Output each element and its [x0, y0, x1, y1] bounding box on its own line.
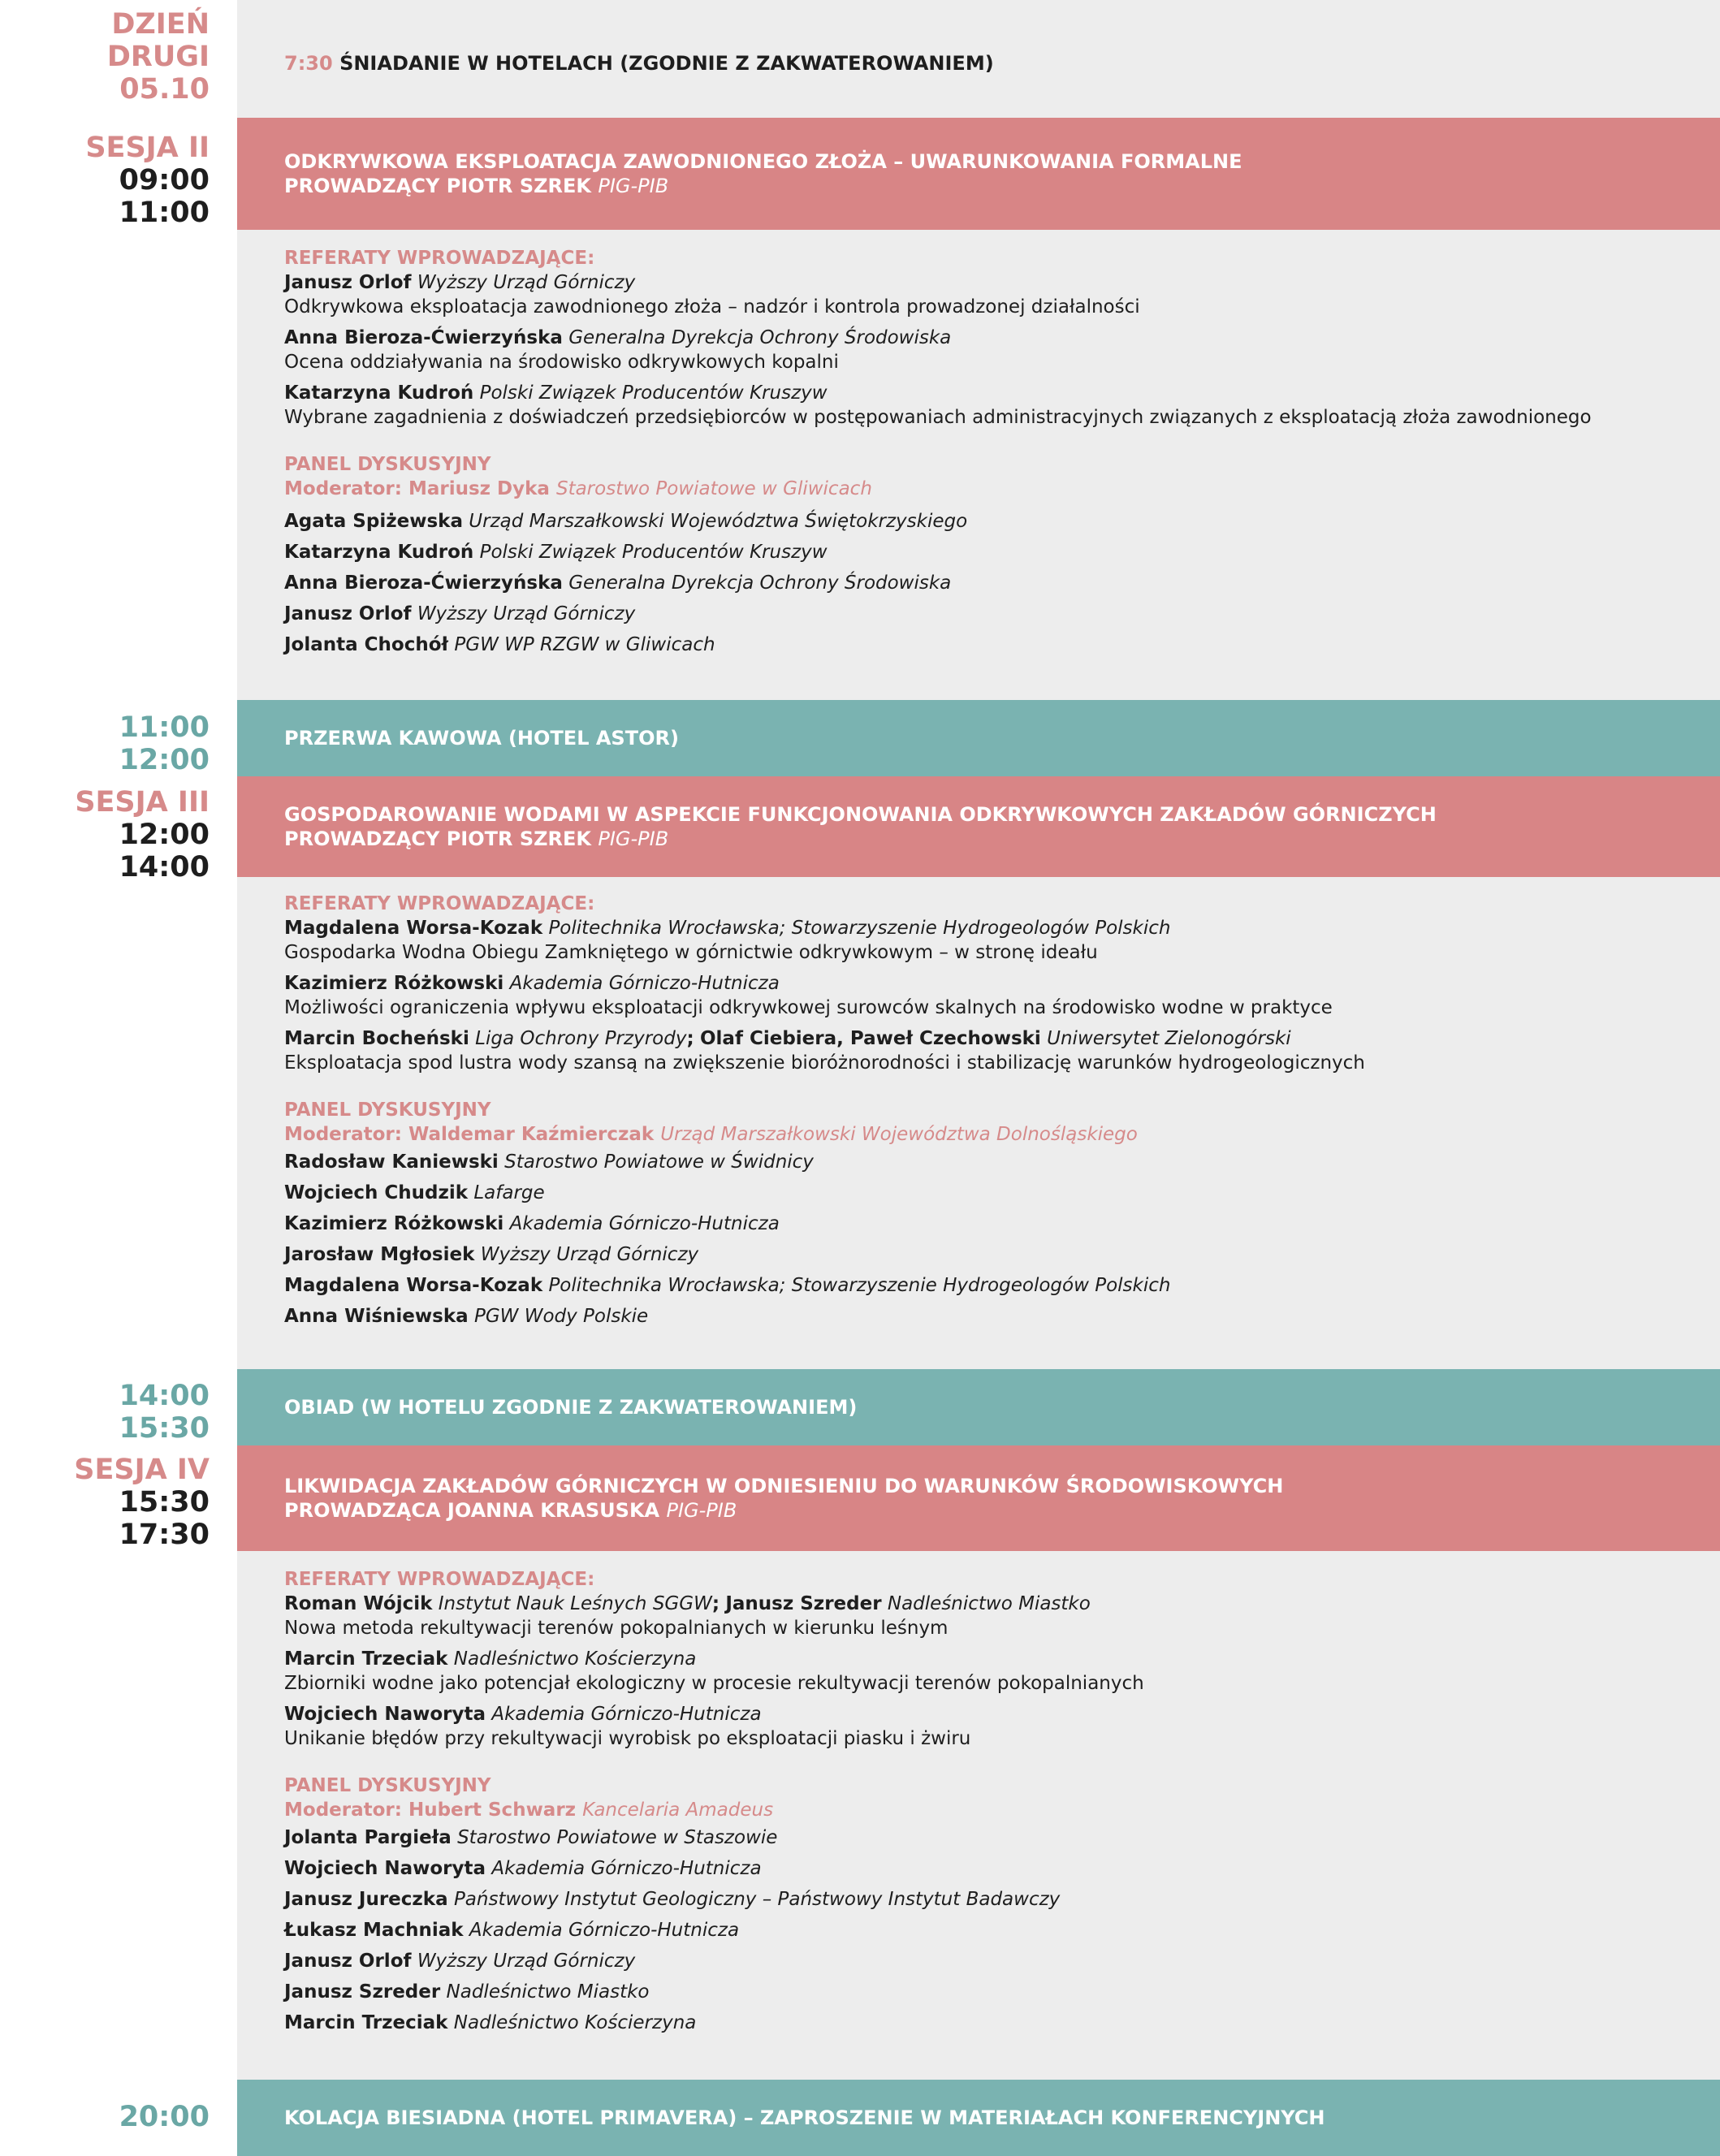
session-4-lead: PROWADZĄCA JOANNA KRASUSKA PIG-PIB	[284, 1499, 737, 1522]
dinner-text: KOLACJA BIESIADNA (HOTEL PRIMAVERA) – ZAPROSZENIE W MATERIAŁACH KONFERENCYJNYCH	[284, 2106, 1325, 2129]
session-3-panel-heading: PANEL DYSKUSYJNY	[284, 1100, 491, 1121]
session-3-panelist: Jarosław Mgłosiek Wyższy Urząd Górniczy	[284, 1244, 699, 1265]
session-4-start: 15:30	[119, 1486, 210, 1519]
session-2-ref-speaker: Anna Bieroza-Ćwierzyńska Generalna Dyrekcja Ochrony Środowiska	[284, 327, 952, 348]
session-2-label	[0, 132, 210, 229]
session-2-end: 11:00	[119, 197, 210, 229]
coffee-time	[0, 711, 210, 776]
session-4-end: 17:30	[119, 1519, 210, 1551]
session-2-title: ODKRYWKOWA EKSPLOATACJA ZAWODNIONEGO ZŁOŻA – UWARUNKOWANIA FORMALNE	[284, 150, 1242, 173]
session-2-moderator: Moderator: Mariusz Dyka Starostwo Powiatowe w Gliwicach	[284, 478, 872, 499]
session-2-panelist: Agata Spiżewska Urząd Marszałkowski Województwa Świętokrzyskiego	[284, 511, 968, 532]
session-3-name: SESJA III	[75, 786, 210, 819]
session-3-header	[237, 776, 1720, 877]
lunch-text: OBIAD (W HOTELU ZGODNIE Z ZAKWATEROWANIEM)	[284, 1396, 858, 1419]
session-4-content	[284, 1567, 1697, 2038]
session-4-panelist: Janusz Orlof Wyższy Urząd Górniczy	[284, 1951, 636, 1972]
session-3-ref-title: Gospodarka Wodna Obiegu Zamkniętego w górnictwie odkrywkowym – w stronę ideału	[284, 942, 1098, 963]
session-4-panelist: Janusz Jureczka Państwowy Instytut Geologiczny – Państwowy Instytut Badawczy	[284, 1889, 1061, 1910]
breakfast-text: ŚNIADANIE W HOTELACH (ZGODNIE Z ZAKWATEROWANIEM)	[339, 52, 994, 75]
session-4-header	[237, 1445, 1720, 1551]
session-2-ref-speaker: Janusz Orlof Wyższy Urząd Górniczy	[284, 272, 636, 293]
session-2-ref-title: Ocena oddziaływania na środowisko odkrywkowych kopalni	[284, 352, 839, 373]
session-3-end: 14:00	[119, 851, 210, 884]
session-4-ref-speaker: Wojciech Naworyta Akademia Górniczo-Hutnicza	[284, 1704, 762, 1725]
coffee-break-bar	[237, 700, 1720, 776]
session-3-ref-title: Możliwości ograniczenia wpływu eksploatacji odkrywkowej surowców skalnych na środowisko wodne w praktyce	[284, 997, 1333, 1018]
session-3-ref-speaker: Kazimierz Różkowski Akademia Górniczo-Hutnicza	[284, 973, 780, 994]
session-4-panelist: Jolanta Pargieła Starostwo Powiatowe w Staszowie	[284, 1827, 778, 1848]
session-3-panelist: Kazimierz Różkowski Akademia Górniczo-Hutnicza	[284, 1213, 780, 1234]
day-line2: DRUGI	[106, 41, 210, 73]
dinner-time: 20:00	[119, 2101, 210, 2133]
day-date: 05.10	[119, 73, 210, 106]
session-2-start: 09:00	[119, 164, 210, 197]
coffee-text: PRZERWA KAWOWA (HOTEL ASTOR)	[284, 727, 679, 750]
session-4-ref-heading: REFERATY WPROWADZAJĄCE:	[284, 1569, 595, 1590]
session-3-title: GOSPODAROWANIE WODAMI W ASPEKCIE FUNKCJONOWANIA ODKRYWKOWYCH ZAKŁADÓW GÓRNICZYCH	[284, 803, 1437, 826]
session-3-panelist: Anna Wiśniewska PGW Wody Polskie	[284, 1306, 649, 1327]
breakfast-time: 7:30	[284, 52, 333, 75]
session-3-moderator: Moderator: Waldemar Kaźmierczak Urząd Marszałkowski Województwa Dolnośląskiego	[284, 1124, 1138, 1145]
session-4-name: SESJA IV	[74, 1454, 210, 1486]
session-4-panel-heading: PANEL DYSKUSYJNY	[284, 1775, 491, 1796]
session-4-ref-speaker: Roman Wójcik Instytut Nauk Leśnych SGGW; Janusz Szreder Nadleśnictwo Miastko	[284, 1593, 1091, 1614]
lunch-start: 14:00	[119, 1380, 210, 1412]
session-2-panelist: Janusz Orlof Wyższy Urząd Górniczy	[284, 603, 636, 624]
session-4-ref-title: Zbiorniki wodne jako potencjał ekologiczny w procesie rekultywacji terenów pokopalnianych	[284, 1673, 1144, 1694]
session-2-ref-title: Odkrywkowa eksploatacja zawodnionego złoża – nadzór i kontrola prowadzonej działalności	[284, 296, 1140, 318]
session-3-ref-title: Eksploatacja spod lustra wody szansą na zwiększenie bioróżnorodności i stabilizację warunków hydrogeologicznych	[284, 1052, 1365, 1074]
session-3-label	[0, 786, 210, 884]
session-3-start: 12:00	[119, 819, 210, 851]
lunch-end: 15:30	[119, 1412, 210, 1445]
session-4-moderator: Moderator: Hubert Schwarz Kancelaria Amadeus	[284, 1800, 774, 1821]
session-3-ref-speaker: Magdalena Worsa-Kozak Politechnika Wrocławska; Stowarzyszenie Hydrogeologów Polskich	[284, 918, 1171, 939]
session-2-ref-speaker: Katarzyna Kudroń Polski Związek Producentów Kruszyw	[284, 382, 828, 404]
session-4-title: LIKWIDACJA ZAKŁADÓW GÓRNICZYCH W ODNIESIENIU DO WARUNKÓW ŚRODOWISKOWYCH	[284, 1475, 1284, 1497]
session-3-panelist: Radosław Kaniewski Starostwo Powiatowe w Świdnicy	[284, 1151, 814, 1173]
session-4-panelist: Marcin Trzeciak Nadleśnictwo Kościerzyna	[284, 2012, 697, 2033]
session-2-panel-heading: PANEL DYSKUSYJNY	[284, 454, 491, 475]
day-label	[0, 8, 210, 106]
coffee-end: 12:00	[119, 744, 210, 776]
session-3-ref-heading: REFERATY WPROWADZAJĄCE:	[284, 893, 595, 914]
session-3-content	[284, 892, 1697, 1332]
session-4-label	[0, 1454, 210, 1551]
session-4-ref-speaker: Marcin Trzeciak Nadleśnictwo Kościerzyna	[284, 1648, 697, 1670]
session-4-ref-title: Unikanie błędów przy rekultywacji wyrobisk po eksploatacji piasku i żwiru	[284, 1728, 971, 1749]
session-4-ref-title: Nowa metoda rekultywacji terenów pokopalnianych w kierunku leśnym	[284, 1618, 949, 1639]
dinner-time-block	[0, 2101, 210, 2133]
lunch-bar	[237, 1369, 1720, 1445]
session-3-lead: PROWADZĄCY PIOTR SZREK PIG-PIB	[284, 827, 669, 850]
day-line1: DZIEŃ	[111, 8, 210, 41]
session-2-header	[237, 118, 1720, 230]
session-2-panelist: Jolanta Chochół PGW WP RZGW w Gliwicach	[284, 634, 715, 655]
session-3-panelist: Magdalena Worsa-Kozak Politechnika Wrocławska; Stowarzyszenie Hydrogeologów Polskich	[284, 1275, 1171, 1296]
session-4-panelist: Janusz Szreder Nadleśnictwo Miastko	[284, 1981, 650, 2003]
session-4-panelist: Łukasz Machniak Akademia Górniczo-Hutnicza	[284, 1920, 740, 1941]
session-4-panelist: Wojciech Naworyta Akademia Górniczo-Hutnicza	[284, 1858, 762, 1879]
session-2-name: SESJA II	[85, 132, 210, 164]
session-2-lead: PROWADZĄCY PIOTR SZREK PIG-PIB	[284, 175, 669, 197]
session-2-ref-heading: REFERATY WPROWADZAJĄCE:	[284, 248, 595, 269]
session-2-content	[284, 246, 1697, 660]
session-2-panelist: Anna Bieroza-Ćwierzyńska Generalna Dyrekcja Ochrony Środowiska	[284, 572, 952, 594]
session-3-panelist: Wojciech Chudzik Lafarge	[284, 1182, 545, 1203]
session-2-panelist: Katarzyna Kudroń Polski Związek Producentów Kruszyw	[284, 542, 828, 563]
lunch-time	[0, 1380, 210, 1445]
dinner-bar	[237, 2080, 1720, 2156]
breakfast-row	[284, 52, 994, 75]
session-3-ref-speaker: Marcin Bocheński Liga Ochrony Przyrody; Olaf Ciebiera, Paweł Czechowski Uniwersytet Zielonogórski	[284, 1028, 1291, 1049]
coffee-start: 11:00	[119, 711, 210, 744]
session-2-ref-title: Wybrane zagadnienia z doświadczeń przedsiębiorców w postępowaniach administracyjnych związanych z eksploatacją złoża zawodnionego	[284, 407, 1592, 428]
